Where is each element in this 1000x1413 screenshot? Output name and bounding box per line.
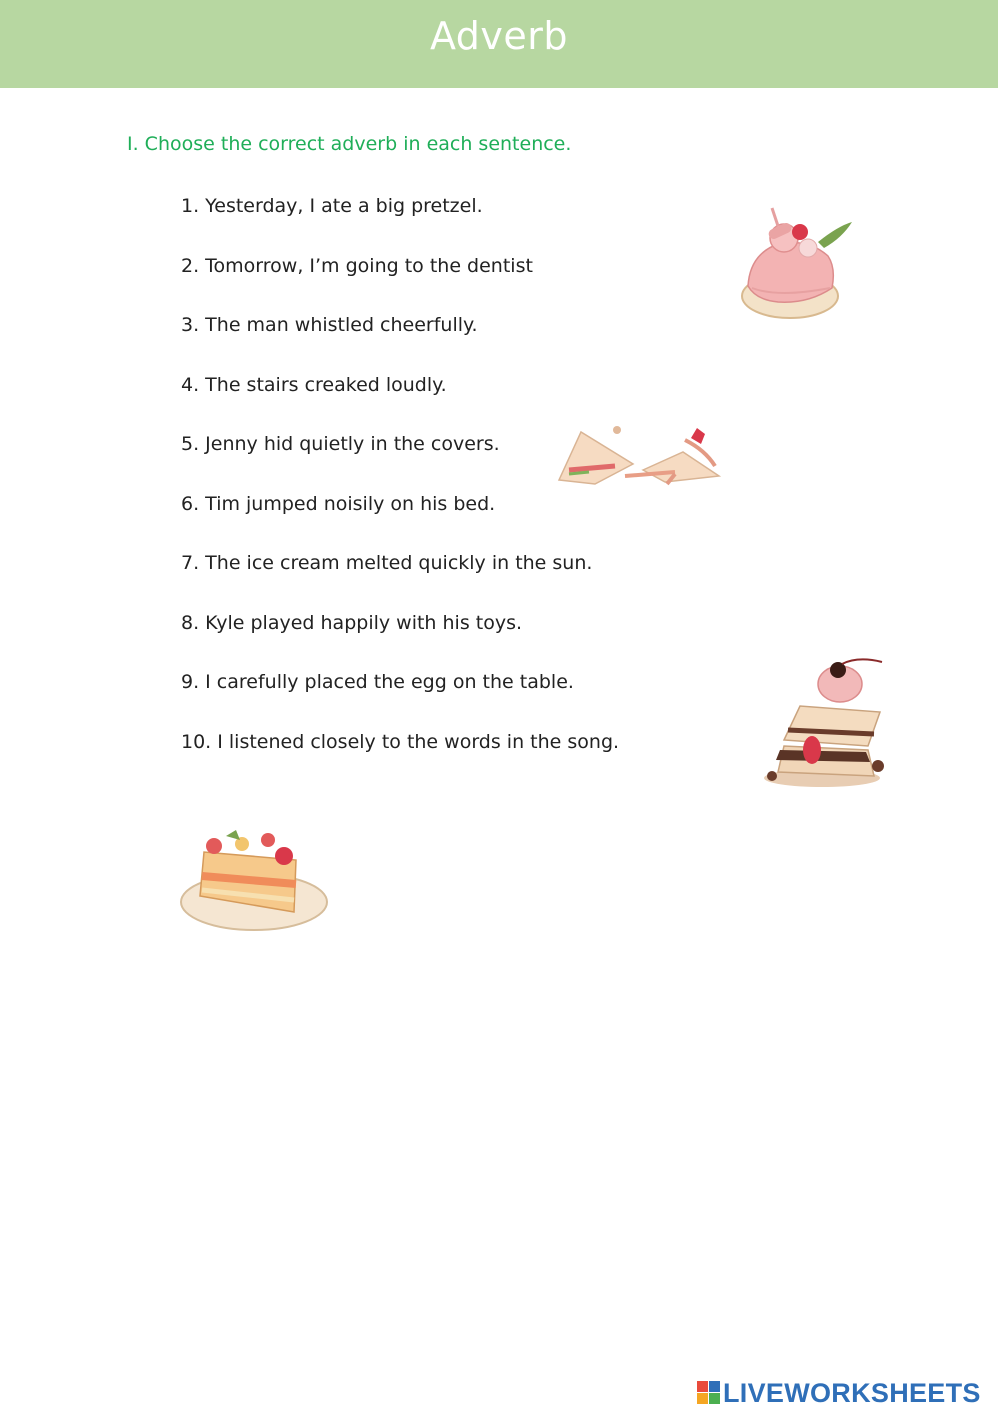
exercise-instruction: I. Choose the correct adverb in each sentence.	[127, 133, 572, 155]
liveworksheets-logo-icon	[697, 1381, 721, 1405]
sentence-5[interactable]: 5. Jenny hid quietly in the covers.	[181, 433, 500, 455]
sentence-1[interactable]: 1. Yesterday, I ate a big pretzel.	[181, 195, 483, 217]
header-bar	[0, 0, 998, 88]
sentence-list	[181, 192, 619, 787]
sentence-4[interactable]: 4. The stairs creaked loudly.	[181, 373, 447, 396]
liveworksheets-logo[interactable]	[697, 1378, 981, 1408]
sentence-6[interactable]: 6. Tim jumped noisily on his bed.	[181, 492, 496, 515]
sentence-2[interactable]: 2. Tomorrow, I’m going to the dentist	[181, 254, 533, 277]
pink-cake-illustration	[738, 204, 858, 326]
sentence-3[interactable]: 3. The man whistled cheerfully.	[181, 314, 478, 336]
cake-slice-illustration	[178, 826, 330, 934]
dessert-slices-illustration	[555, 422, 731, 488]
sentence-7[interactable]: 7. The ice cream melted quickly in the sun.	[181, 552, 593, 574]
sentence-9[interactable]: 9. I carefully placed the egg on the table.	[181, 671, 574, 693]
liveworksheets-brand-text: LIVEWORKSHEETS	[723, 1377, 981, 1408]
pancake-stack-illustration	[758, 654, 888, 790]
sentence-8[interactable]: 8. Kyle played happily with his toys.	[181, 611, 523, 634]
page-title: Adverb	[429, 14, 569, 58]
sentence-10[interactable]: 10. I listened closely to the words in the song.	[181, 730, 620, 753]
